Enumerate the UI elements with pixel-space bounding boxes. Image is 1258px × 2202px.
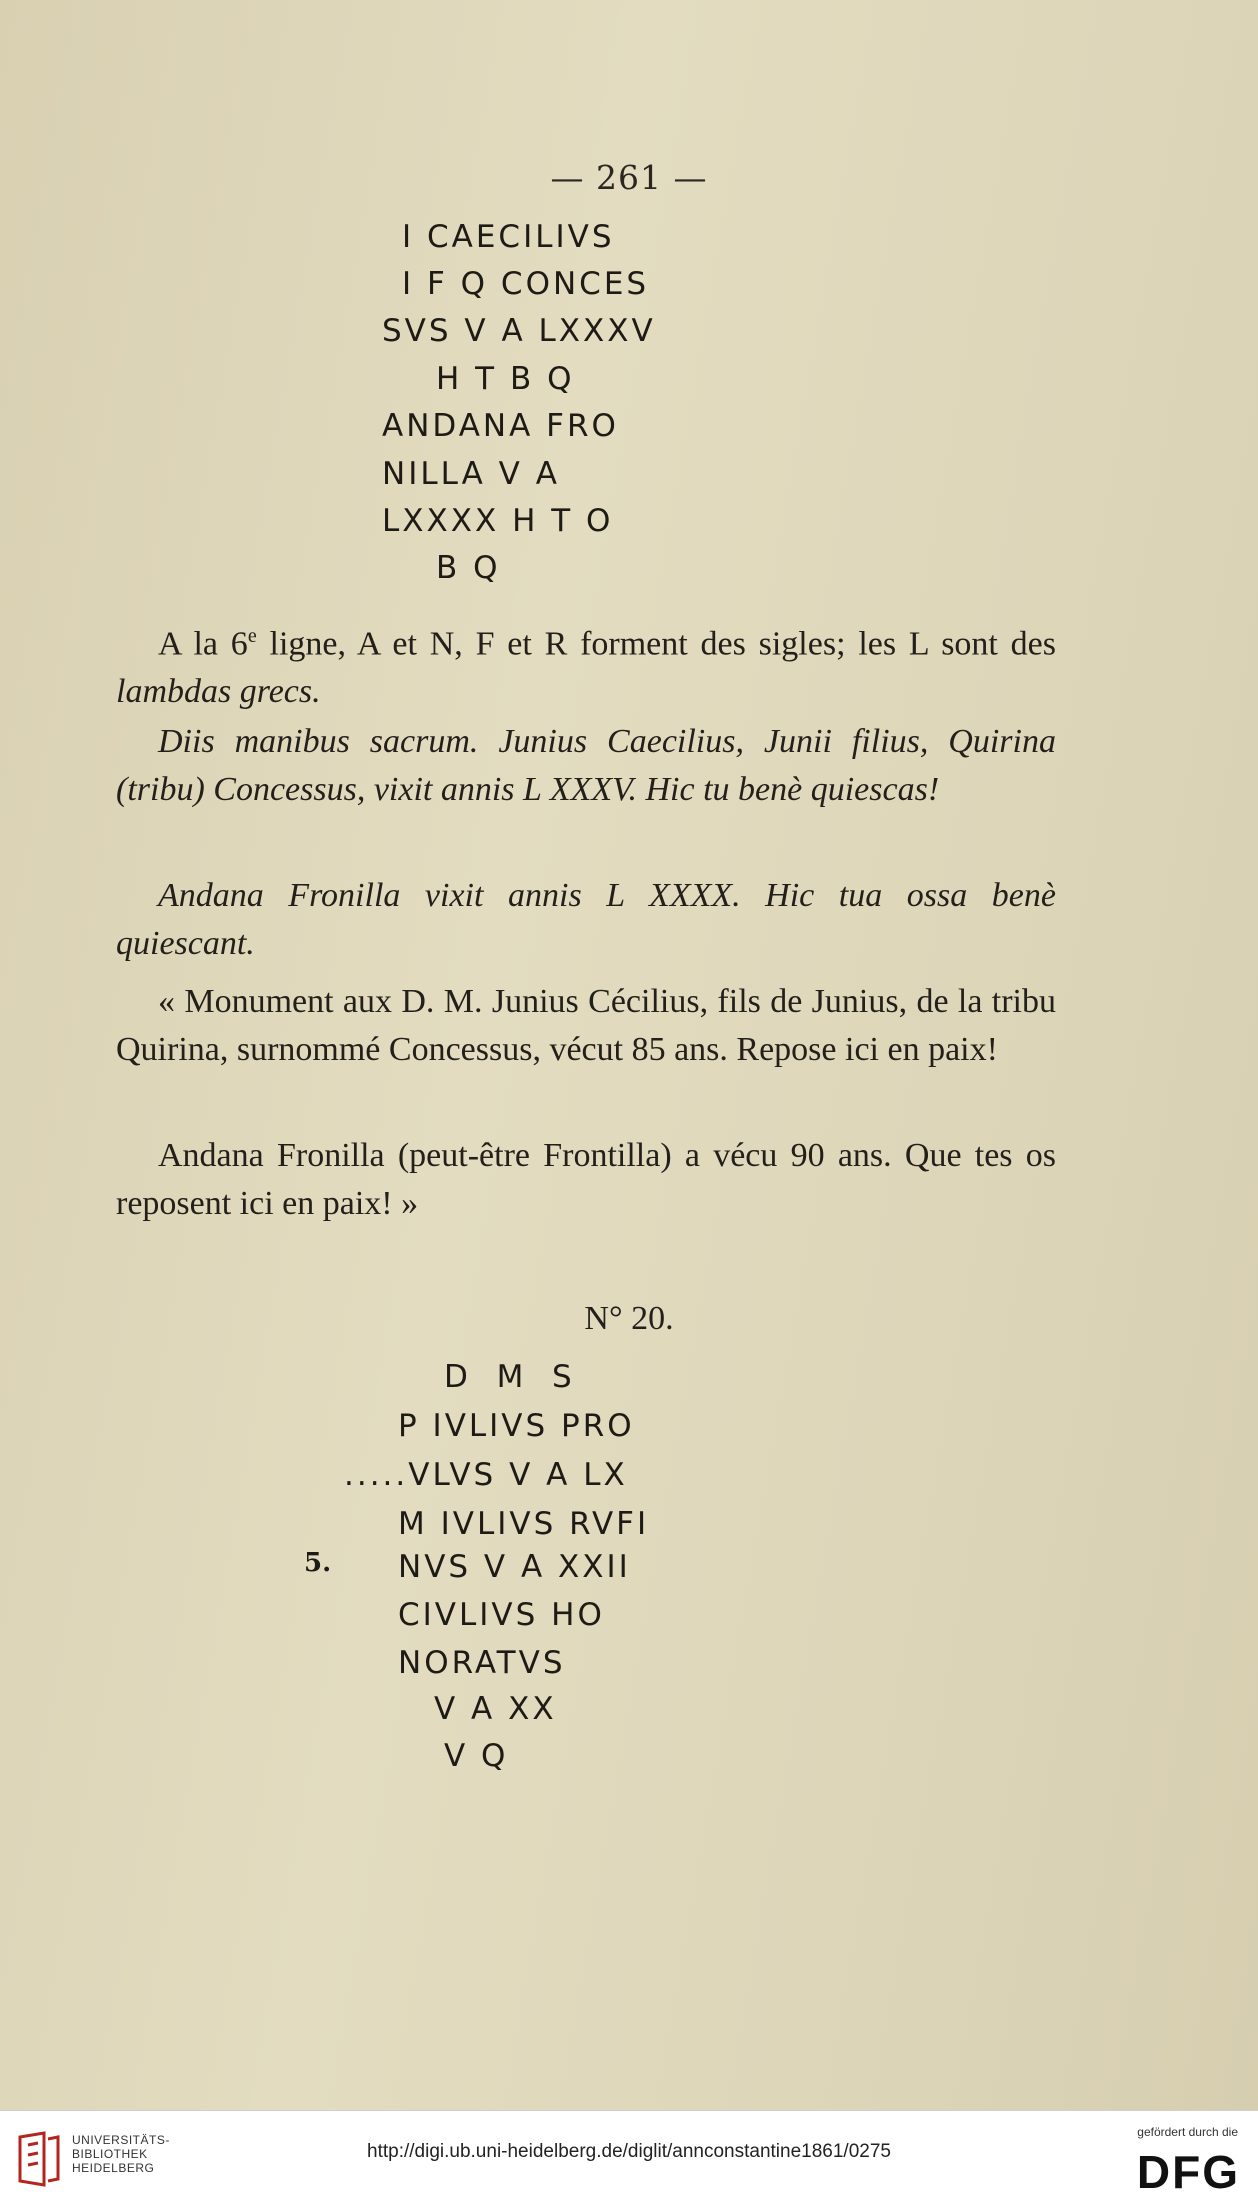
line-number-marker: 5. xyxy=(304,1548,332,1578)
inscription-line: V A XX xyxy=(434,1691,557,1727)
text-run: A la 6 xyxy=(158,625,248,663)
inscription-line: NVS V A XXII xyxy=(398,1549,631,1585)
text-run: Andana Fronilla vixit annis L XXXX. Hic tua ossa benè quiescant. xyxy=(116,877,1056,962)
section-heading: N° 20. xyxy=(584,1300,674,1337)
french-translation xyxy=(116,978,1056,1074)
latin-transcription xyxy=(116,718,1056,814)
permalink-url[interactable]: http://digi.ub.uni-heidelberg.de/diglit/annconstantine1861/0275 xyxy=(367,2141,891,2162)
dfg-logo: DFG xyxy=(1136,2146,1240,2198)
inscription-line: I CAECILIVS xyxy=(402,219,615,255)
library-name-line: UNIVERSITÄTS- xyxy=(72,2133,170,2147)
french-translation xyxy=(116,1132,1056,1228)
library-name-line: BIBLIOTHEK xyxy=(72,2147,148,2161)
superscript: e xyxy=(247,625,257,647)
inscription-line: CIVLIVS HO xyxy=(398,1597,605,1633)
inscription-line: NORATVS xyxy=(398,1645,566,1681)
inscription-line: M IVLIVS RVFI xyxy=(398,1506,650,1542)
inscription-line: V Q xyxy=(444,1738,509,1774)
inscription-line: B Q xyxy=(436,550,501,586)
digitization-footer xyxy=(0,2110,1258,2202)
text-run: Diis manibus sacrum. Junius Caecilius, Junii filius, Quirina (tribu) Concessus, vixit annis L XXXV. Hic tu benè quiescas! xyxy=(116,723,1056,808)
inscription-line: SVS V A LXXXV xyxy=(382,313,656,349)
funded-by-label: gefördert durch die xyxy=(1137,2125,1238,2139)
commentary-paragraph xyxy=(116,612,1056,716)
library-name-line: HEIDELBERG xyxy=(72,2161,155,2175)
latin-transcription xyxy=(116,872,1056,968)
italic-text: lambdas grecs. xyxy=(116,673,321,711)
inscription-line: ANDANA FRO xyxy=(382,408,619,444)
page-number: — 261 — xyxy=(550,158,708,197)
inscription-line: H T B Q xyxy=(436,361,575,397)
inscription-line: LXXXX H T O xyxy=(382,503,614,539)
inscription-line: D M S xyxy=(444,1359,575,1395)
inscription-line: P IVLIVS PRO xyxy=(398,1408,635,1444)
inscription-line: .....VLVS V A LX xyxy=(344,1457,628,1493)
text-run: ligne, A et N, F et R forment des sigles; les L sont des xyxy=(256,625,1056,663)
text-run: Andana Fronilla (peut-être Frontilla) a vécu 90 ans. Que tes os reposent ici en paix! » xyxy=(116,1137,1056,1222)
inscription-line: NILLA V A xyxy=(382,456,560,492)
text-run: « Monument aux D. M. Junius Cécilius, fils de Junius, de la tribu Quirina, surnommé Concessus, vécut 85 ans. Repose ici en paix! xyxy=(116,983,1056,1068)
inscription-line: I F Q CONCES xyxy=(402,266,650,302)
